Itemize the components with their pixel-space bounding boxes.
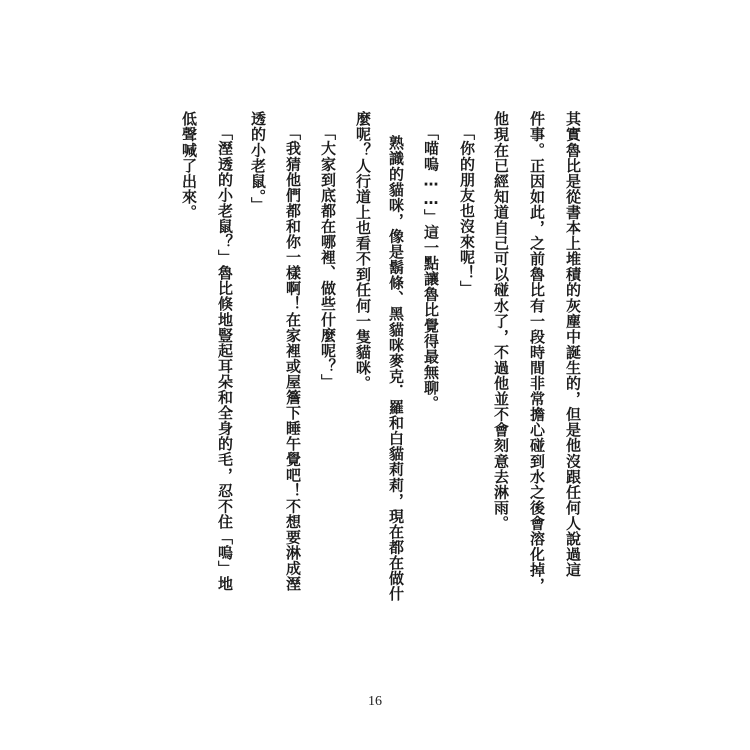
text-line-12: 低聲喊了出來。 (180, 111, 198, 220)
page-number: 16 (368, 694, 382, 709)
text-line-5: 「喵嗚……」這一點讓魯比覺得最無聊。 (422, 125, 440, 411)
text-line-7: 麼呢？人行道上也看不到任何一隻貓咪。 (354, 111, 372, 391)
text-line-6: 熟識的貓咪，像是鬍條、黑貓咪麥克．羅和白貓莉莉，現在都在做什 (387, 135, 405, 602)
text-line-3: 他現在已經知道自己可以碰水了，不過他並不會刻意去淋雨。 (492, 111, 510, 531)
text-line-10: 透的小老鼠。」 (249, 111, 267, 213)
text-line-2: 件事。正因如此，之前魯比有一段時間非常擔心碰到水之後會溶化掉， (528, 111, 546, 594)
text-line-9: 「我猜他們都和你一樣啊！在家裡或屋簷下睡午覺吧！不想要淋成溼 (284, 125, 302, 592)
text-line-8: 「大家到底都在哪裡、做些什麼呢？」 (319, 125, 337, 390)
text-line-11: 「溼透的小老鼠？」魯比倏地豎起耳朵和全身的毛，忍不住「嗚」地 (216, 125, 234, 592)
text-line-1: 其實魯比是從書本上堆積的灰塵中誕生的，但是他沒跟任何人說過這 (564, 111, 582, 578)
text-line-4: 「你的朋友也沒來呢！」 (458, 125, 476, 297)
